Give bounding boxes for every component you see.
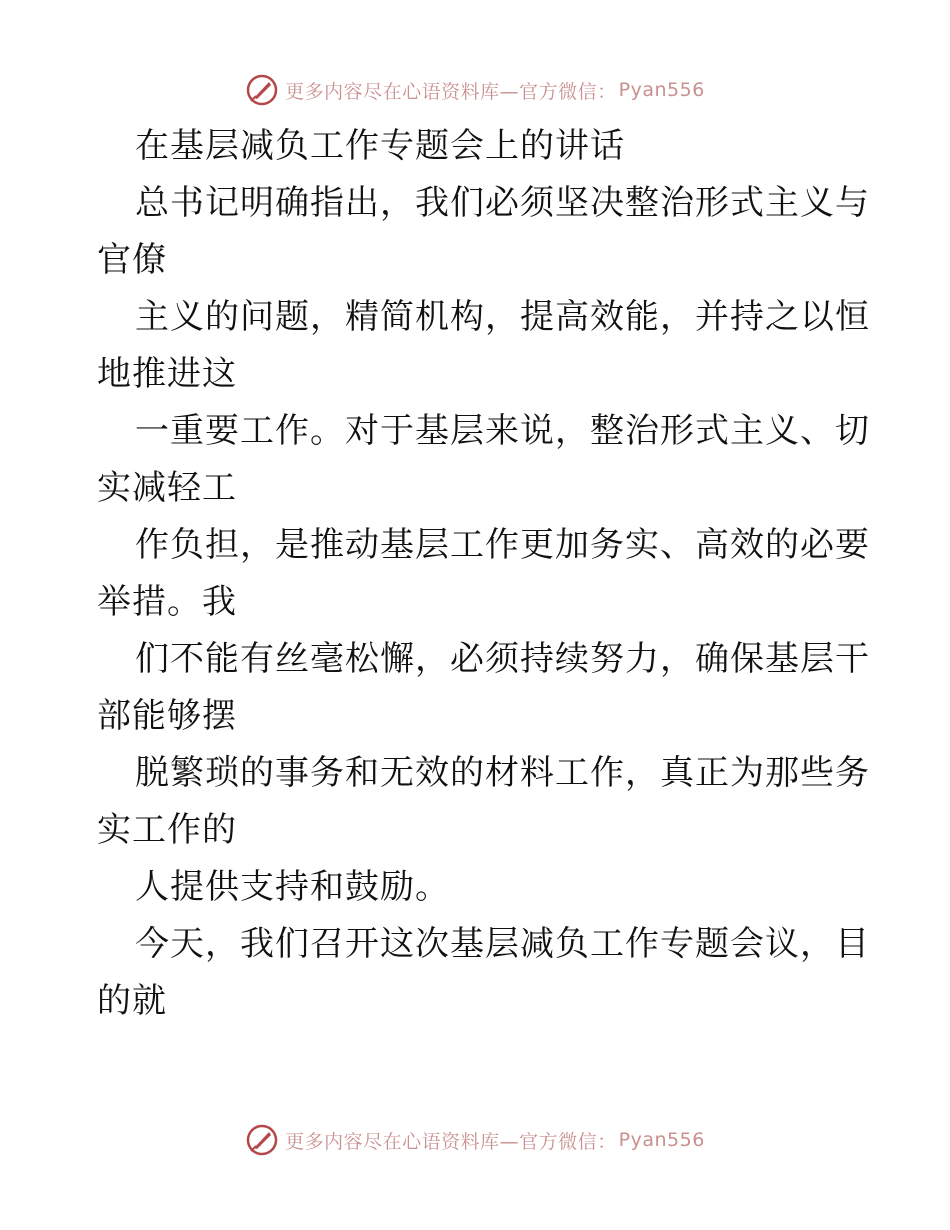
text-line: 举措。我 xyxy=(97,582,237,622)
text-line: 在基层减负工作专题会上的讲话 xyxy=(135,126,625,166)
text-line: 地推进这 xyxy=(97,354,237,394)
text-line: 作负担，是推动基层工作更加务实、高效的必要 xyxy=(135,525,870,565)
text-line: 实工作的 xyxy=(97,810,237,850)
watermark-id: Pyan556 xyxy=(618,79,705,101)
text-line: 主义的问题，精简机构，提高效能，并持之以恒 xyxy=(135,297,870,337)
footer-watermark xyxy=(0,1120,950,1160)
document-body xyxy=(97,118,870,1030)
text-line: 一重要工作。对于基层来说，整治形式主义、切 xyxy=(135,411,870,451)
text-line: 部能够摆 xyxy=(97,696,237,736)
text-line: 们不能有丝毫松懈，必须持续努力，确保基层干 xyxy=(135,639,870,679)
header-watermark xyxy=(0,70,950,110)
text-line: 脱繁琐的事务和无效的材料工作，真正为那些务 xyxy=(135,753,870,793)
watermark-text: 更多内容尽在心语资料库—官方微信： xyxy=(285,1130,617,1153)
text-line: 官僚 xyxy=(97,240,167,280)
text-line: 实减轻工 xyxy=(97,468,237,508)
text-line: 总书记明确指出，我们必须坚决整治形式主义与 xyxy=(135,183,870,223)
watermark-id: Pyan556 xyxy=(618,1129,705,1151)
quill-pen-circle-icon xyxy=(245,1123,279,1157)
quill-pen-circle-icon xyxy=(245,73,279,107)
text-line: 的就 xyxy=(97,981,167,1021)
text-line: 今天，我们召开这次基层减负工作专题会议，目 xyxy=(135,924,870,964)
text-line: 人提供支持和鼓励。 xyxy=(135,867,450,907)
watermark-text: 更多内容尽在心语资料库—官方微信： xyxy=(285,80,617,103)
